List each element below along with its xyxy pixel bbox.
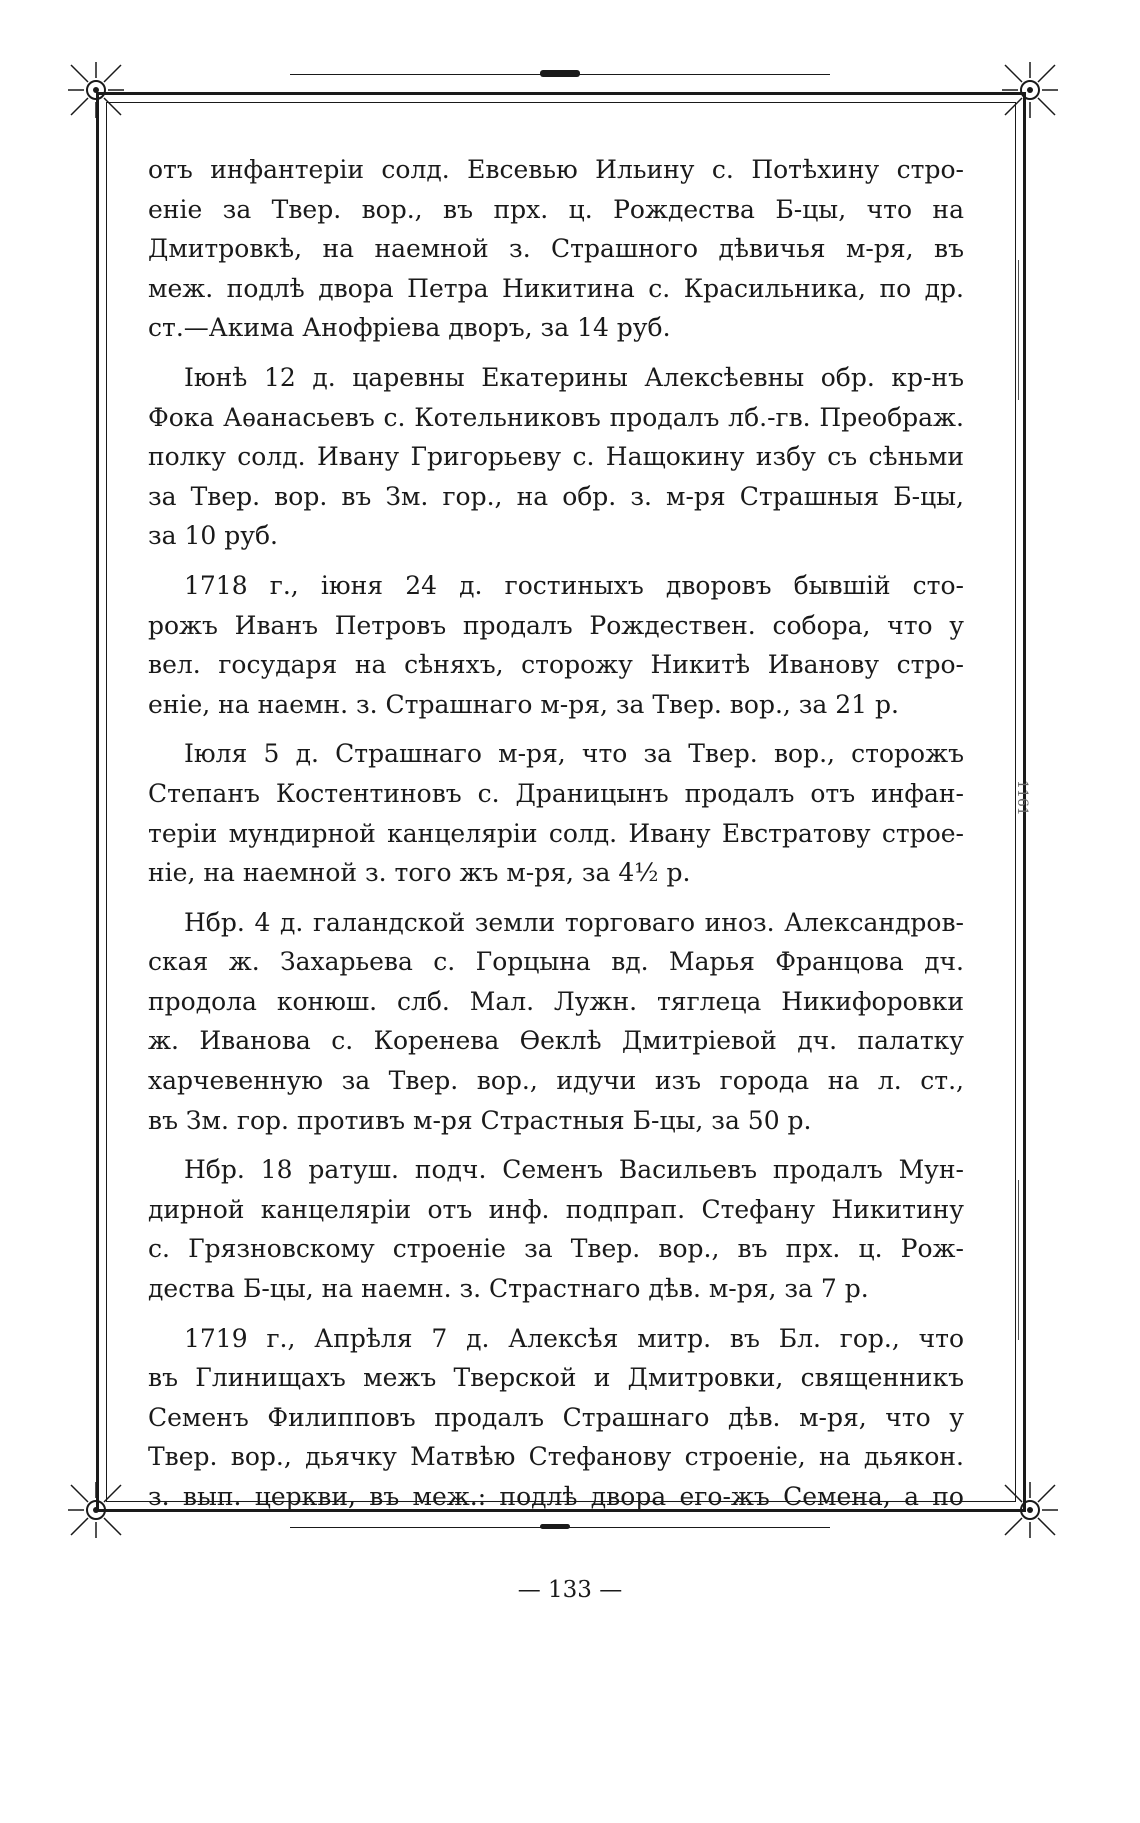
text-line: 1719 г., Апрѣля 7 д. Алексѣя митр. въ Бл. гор., что [184,1323,964,1353]
text-line: харчевенную за Твер. вор., идучи изъ города на л. ст., [148,1066,964,1096]
text-line: Дмитровкѣ, на наемной з. Страшного дѣвичья м-ря, въ [148,234,964,264]
margin-line [1018,260,1019,400]
text-line: дирной канцеляріи отъ инф. подпрап. Стефану Никитину [148,1194,964,1224]
text-line: продола конюш. слб. Мал. Лужн. тяглеца Никифоровки [148,986,964,1016]
text-line: теріи мундирной канцеляріи солд. Ивану Евстратову строе- [148,818,964,848]
text-line: з. вып. церкви, въ меж.: подлѣ двора его-жъ Семена, а по [148,1482,964,1511]
text-line: Твер. вор., дьячку Матвѣю Стефанову строеніе, на дьякон. [148,1442,964,1472]
text-line: вел. государя на сѣняхъ, сторожу Никитѣ Иванову стро- [148,650,964,680]
text-line: ніе, на наемной з. того жъ м-ря, за 4½ р. [148,858,691,888]
text-line: рожъ Иванъ Петровъ продалъ Рождествен. собора, что у [148,610,964,640]
text-line: дества Б-цы, на наемн. з. Страстнаго дѣв. м-ря, за 7 р. [148,1274,869,1304]
text-line: 1718 г., іюня 24 д. гостиныхъ дворовъ бывшій сто- [184,570,964,600]
page-body [148,150,964,1527]
paragraph [148,566,964,724]
text-line: въ Зм. гор. противъ м-ря Страстныя Б-цы, за 50 р. [148,1105,812,1135]
paragraph [148,1150,964,1308]
paragraph [148,734,964,892]
paragraph [148,358,964,556]
corner-ornament-icon [1000,1480,1060,1540]
text-line: Степанъ Костентиновъ с. Драницынъ продалъ отъ инфан- [148,778,964,808]
text-line: ская ж. Захарьева с. Горцына вд. Марья Францова дч. [148,947,964,977]
text-line: Іюнѣ 12 д. царевны Екатерины Алексѣевны обр. кр-нъ [184,362,964,392]
text-line: Нбр. 18 ратуш. подч. Семенъ Васильевъ продалъ Мун- [184,1155,964,1185]
margin-annotation: 1161 [1014,780,1030,816]
paragraph [148,903,964,1141]
text-line: Фока Аѳанасьевъ с. Котельниковъ продалъ лб.-гв. Преображ. [148,402,964,432]
text-line: въ Глинищахъ межъ Тверской и Дмитровки, священникъ [148,1363,964,1393]
text-line: полку солд. Ивану Григорьеву с. Нащокину избу съ сѣньми [148,442,964,472]
text-line: за 10 руб. [148,521,278,551]
text-line: Іюля 5 д. Страшнаго м-ря, что за Твер. вор., сторожъ [184,739,964,769]
paragraph [148,150,964,348]
text-line: еніе, на наемн. з. Страшнаго м-ря, за Твер. вор., за 21 р. [148,689,899,719]
top-rule-ornament [540,70,580,77]
text-line: еніе за Твер. вор., въ прх. ц. Рождества Б-цы, что на [148,194,964,224]
corner-ornament-icon [66,1480,126,1540]
text-line: ст.—Акима Анофріева дворъ, за 14 руб. [148,313,671,343]
text-line: отъ инфантеріи солд. Евсевью Ильину с. Потѣхину стро- [148,155,964,184]
text-line: с. Грязновскому строеніе за Твер. вор., въ прх. ц. Рож- [148,1234,964,1264]
text-line: меж. подлѣ двора Петра Никитина с. Красильника, по др. [148,273,964,303]
page-number: — 133 — [517,1577,623,1603]
corner-ornament-icon [1000,60,1060,120]
text-line: Семенъ Филипповъ продалъ Страшнаго дѣв. м-ря, что у [148,1402,964,1432]
margin-line [1018,1180,1019,1340]
text-line: Нбр. 4 д. галандской земли торговаго иноз. Александров- [184,907,964,937]
paragraph [148,1319,964,1517]
text-line: ж. Иванова с. Коренева Ѳеклѣ Дмитріевой дч. палатку [148,1026,964,1056]
text-line: за Твер. вор. въ Зм. гор., на обр. з. м-ря Страшныя Б-цы, [148,481,964,511]
corner-ornament-icon [66,60,126,120]
